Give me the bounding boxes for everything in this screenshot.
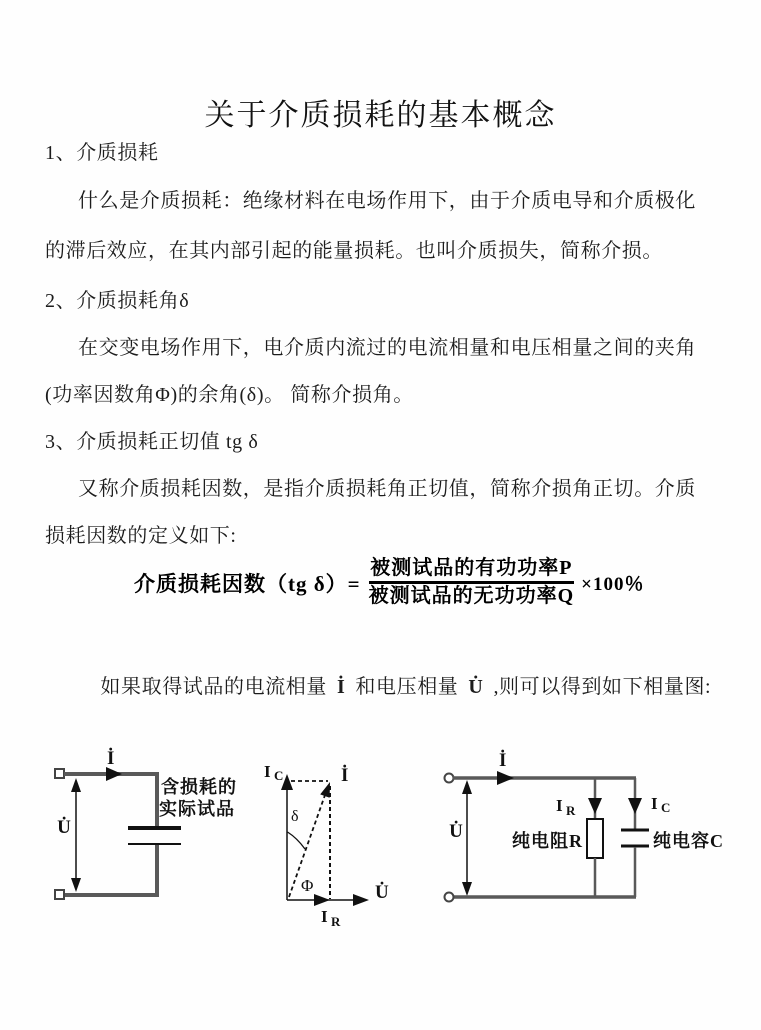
phasor-sentence-part1: 如果取得试品的电流相量 <box>100 676 328 698</box>
voltage-label: U̇ <box>57 817 71 838</box>
lossy-specimen-circuit <box>55 748 237 899</box>
voltage-label: U̇ <box>375 882 389 903</box>
phasor-diagram <box>264 762 389 929</box>
arrow-down-icon <box>462 882 472 896</box>
section-2-para-line-2: (功率因数角Φ)的余角(δ)。 简称介损角。 <box>45 384 414 406</box>
ic-label-sub: C <box>274 768 284 783</box>
specimen-caption-line-2: 实际试品 <box>159 799 235 819</box>
ir-label: I <box>321 907 328 926</box>
phasor-sentence-part2: 和电压相量 <box>355 676 459 698</box>
terminal-top-left <box>55 769 64 778</box>
voltage-label: U̇ <box>449 821 463 842</box>
ir-label-sub: R <box>331 914 341 929</box>
arrow-up-icon <box>462 780 472 794</box>
current-label: İ <box>499 750 507 771</box>
arrow-up-icon <box>71 778 81 792</box>
formula-fraction <box>369 556 575 609</box>
ir-arrow-down-icon <box>588 798 602 814</box>
ic-label: I <box>264 762 271 781</box>
phasor-sentence-part3: ,则可以得到如下相量图: <box>493 676 712 698</box>
phasor-figures <box>0 700 761 960</box>
ir-component-arrow-icon <box>314 894 330 906</box>
current-arrow-icon <box>106 767 122 781</box>
voltage-phasor-symbol: U̇ <box>468 676 484 698</box>
section-1-heading: 1、介质损耗 <box>45 142 159 164</box>
formula-multiplier: ×100％ <box>581 574 645 595</box>
ic-label: I <box>651 794 658 813</box>
current-arrow-icon <box>497 771 514 785</box>
arrow-right-icon <box>353 894 369 906</box>
current-phasor-symbol: İ <box>337 676 346 698</box>
section-2-para-line-1: 在交变电场作用下，电介质内流过的电流相量和电压相量之间的夹角 <box>78 337 696 359</box>
section-3-para-line-1: 又称介质损耗因数，是指介质损耗角正切值，简称介损角正切。介质 <box>78 478 696 500</box>
loss-factor-formula <box>134 556 645 609</box>
delta-angle-label: δ <box>291 808 299 825</box>
section-1-para-line-2: 的滞后效应，在其内部引起的能量损耗。也叫介质损失，简称介损。 <box>45 240 663 262</box>
ic-label-sub: C <box>661 800 671 815</box>
ic-arrow-down-icon <box>628 798 642 814</box>
terminal-top-left <box>445 774 454 783</box>
terminal-bottom-left <box>55 890 64 899</box>
formula-denominator: 被测试品的无功功率Q <box>369 581 575 609</box>
ir-label-sub: R <box>566 803 576 818</box>
resistor-caption: 纯电阻R <box>512 831 583 851</box>
page-title: 关于介质损耗的基本概念 <box>204 99 557 132</box>
phi-angle-label: Φ <box>301 876 314 895</box>
terminal-bottom-left <box>445 893 454 902</box>
section-3-para-line-2: 损耗因数的定义如下: <box>45 525 237 547</box>
arrow-down-icon <box>71 878 81 892</box>
arrow-up-right-icon <box>320 782 330 798</box>
delta-angle-arc <box>288 832 306 849</box>
current-label: İ <box>107 748 115 769</box>
section-2-heading: 2、介质损耗角δ <box>45 290 190 312</box>
rc-equivalent-circuit <box>445 750 725 902</box>
current-label: İ <box>341 765 349 786</box>
capacitor-caption: 纯电容C <box>653 831 724 851</box>
formula-numerator: 被测试品的有功功率P <box>370 557 573 579</box>
specimen-caption-line-1: 含损耗的 <box>161 777 237 797</box>
ir-label: I <box>556 796 563 815</box>
resistor-symbol <box>587 819 603 858</box>
section-3-heading: 3、介质损耗正切值 tg δ <box>45 431 259 453</box>
formula-lhs: 介质损耗因数（tg δ）= <box>134 571 361 596</box>
section-1-para-line-1: 什么是介质损耗：绝缘材料在电场作用下，由于介质电导和介质极化 <box>78 190 696 212</box>
